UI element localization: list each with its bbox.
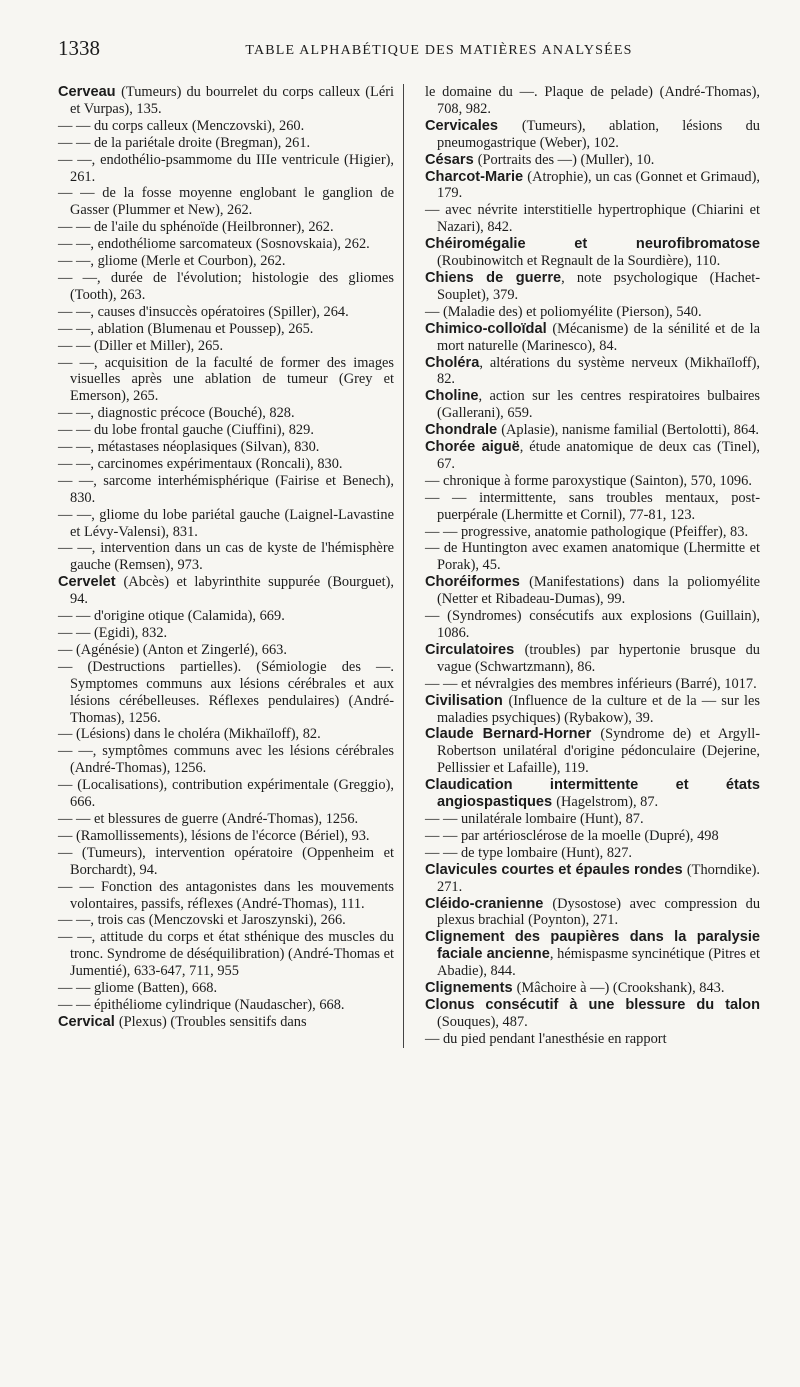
- index-entry: — —, endothéliome sarcomateux (Sosnovskaia), 262.: [58, 236, 370, 253]
- running-title: TABLE ALPHABÉTIQUE DES MATIÈRES ANALYSÉES: [245, 43, 633, 58]
- index-entry: — — de l'aile du sphénoïde (Heilbronner), 262.: [58, 219, 334, 236]
- index-entry: — — et névralgies des membres inférieurs (Barré), 1017.: [425, 675, 757, 692]
- index-entry: — (Syndromes) consécutifs aux explosions (Guillain), 1086.: [425, 608, 760, 641]
- index-entry: Cervelet (Abcès) et labyrinthite suppurée (Bourguet), 94.: [58, 574, 395, 608]
- index-entry: Clignements (Mâchoire à —) (Crookshank), 843.: [425, 980, 725, 997]
- index-entry: Chiens de guerre, note psychologique (Hachet-Souplet), 379.: [425, 269, 760, 303]
- index-entry: — (Tumeurs), intervention opératoire (Oppenheim et Borchardt), 94.: [58, 844, 394, 878]
- index-entry: — de Huntington avec examen anatomique (Lhermitte et Porak), 45.: [425, 540, 760, 574]
- index-entry: — — Fonction des antagonistes dans les mouvements volontaires, passifs, réflexes (André-Thomas), 111.: [58, 878, 394, 912]
- index-entry: Clavicules courtes et épaules rondes (Thorndike). 271.: [425, 861, 760, 895]
- index-entry: — —, trois cas (Menczovski et Jaroszynski), 266.: [58, 912, 346, 929]
- index-entry: Choline, action sur les centres respiratoires bulbaires (Gallerani), 659.: [425, 388, 760, 422]
- index-entry: Cervical (Plexus) (Troubles sensitifs dans: [58, 1013, 307, 1030]
- index-entry: — (Agénésie) (Anton et Zingerlé), 663.: [58, 641, 287, 658]
- index-entry: — —, durée de l'évolution; histologie des gliomes (Tooth), 263.: [58, 269, 394, 303]
- index-entry: Circulatoires (troubles) par hypertonie brusque du vague (Schwartzmann), 86.: [425, 641, 760, 675]
- index-entry: — —, gliome (Merle et Courbon), 262.: [58, 253, 286, 270]
- index-entry: Choréiformes (Manifestations) dans la poliomyélite (Netter et Ribadeau-Dumas), 99.: [425, 574, 760, 608]
- index-entry: — —, intervention dans un cas de kyste de l'hémisphère gauche (Remsen), 973.: [58, 540, 394, 574]
- index-entry: Cerveau (Tumeurs) du bourrelet du corps calleux (Léri et Vurpas), 135.: [58, 84, 394, 117]
- index-entry: Césars (Portraits des —) (Muller), 10.: [425, 151, 655, 168]
- index-entry: — — de type lombaire (Hunt), 827.: [425, 844, 633, 861]
- index-entry: Choléra, altérations du système nerveux (Mikhaïloff), 82.: [425, 354, 760, 388]
- page-header: [58, 36, 760, 70]
- index-entry: — —, acquisition de la faculté de former des images visuelles après une ablation de tumeur (Grey et Emerson), 265.: [58, 354, 394, 405]
- index-entry: Chimico-colloïdal (Mécanisme) de la sénilité et de la mort naturelle (Marinesco), 84.: [425, 320, 760, 354]
- index-entry: — —, ablation (Blumenau et Poussep), 265.: [58, 320, 314, 337]
- index-entry: — —, métastases néoplasiques (Silvan), 830.: [58, 439, 320, 456]
- index-entry: Clignement des paupières dans la paralysie faciale ancienne, hémispasme syncinétique (Pitres et Abadie), 844.: [425, 929, 760, 980]
- index-entry: — — gliome (Batten), 668.: [58, 980, 218, 997]
- index-columns: [58, 84, 760, 1048]
- index-entry: — — intermittente, sans troubles mentaux, post-puerpérale (Lhermitte et Cornil), 77-81, 123.: [425, 489, 760, 523]
- index-entry: — (Maladie des) et poliomyélite (Pierson), 540.: [425, 303, 702, 320]
- index-entry: — —, attitude du corps et état sthénique des muscles du tronc. Syndrome de déséquilibration) (André-Thomas et Jumentié), 633-647, 711, 955: [58, 929, 394, 980]
- index-entry: — — de la fosse moyenne englobant le ganglion de Gasser (Plummer et New), 262.: [58, 185, 394, 219]
- index-entry: Civilisation (Influence de la culture et de la — sur les maladies psychiques) (Rybakow), 39.: [425, 692, 761, 726]
- index-entry: Cléido-cranienne (Dysostose) avec compression du plexus brachial (Poynton), 271.: [425, 895, 761, 929]
- index-entry: — —, diagnostic précoce (Bouché), 828.: [58, 405, 295, 422]
- index-entry: Claude Bernard-Horner (Syndrome de) et Argyll-Robertson unilatéral d'origine pédonculaire (Dejerine, Pellissier et Lafaille), 119.: [425, 726, 760, 777]
- index-entry: Charcot-Marie (Atrophie), un cas (Gonnet et Grimaud), 179.: [425, 168, 760, 202]
- index-entry: — (Localisations), contribution expérimentale (Greggio), 666.: [58, 777, 394, 811]
- index-entry: — chronique à forme paroxystique (Sainton), 570, 1096.: [425, 472, 752, 489]
- index-entry: — — par artériosclérose de la moelle (Dupré), 498: [425, 827, 719, 844]
- index-entry: Chondrale (Aplasie), nanisme familial (Bertolotti), 864.: [425, 422, 759, 439]
- index-entry: Cervicales (Tumeurs), ablation, lésions du pneumogastrique (Weber), 102.: [425, 117, 760, 151]
- index-entry: — —, sarcome interhémisphérique (Fairise et Benech), 830.: [58, 472, 394, 506]
- left-column: [58, 84, 404, 1048]
- index-entry: — —, symptômes communs avec les lésions cérébrales (André-Thomas), 1256.: [58, 743, 394, 777]
- index-entry: — —, carcinomes expérimentaux (Roncali), 830.: [58, 455, 343, 472]
- index-entry: — — du lobe frontal gauche (Ciuffini), 829.: [58, 422, 314, 439]
- index-entry: — — et blessures de guerre (André-Thomas), 1256.: [58, 810, 359, 827]
- index-entry: — — épithéliome cylindrique (Naudascher), 668.: [58, 996, 345, 1013]
- index-entry: — (Lésions) dans le choléra (Mikhaïloff), 82.: [58, 726, 321, 743]
- index-entry: — — (Egidi), 832.: [58, 625, 168, 641]
- index-entry: — — (Diller et Miller), 265.: [58, 337, 224, 354]
- index-entry: — —, gliome du lobe pariétal gauche (Laignel-Lavastine et Lévy-Valensi), 831.: [58, 506, 394, 540]
- index-entry: — — unilatérale lombaire (Hunt), 87.: [425, 810, 644, 827]
- index-entry: — du pied pendant l'anesthésie en rapport: [425, 1030, 667, 1047]
- index-entry: Claudication intermittente et états angiospastiques (Hagelstrom), 87.: [425, 777, 760, 811]
- index-entry: — —, endothélio-psammome du IIIe ventricule (Higier), 261.: [58, 151, 394, 185]
- index-entry: — avec névrite interstitielle hypertrophique (Chiarini et Nazari), 842.: [425, 202, 760, 236]
- index-entry: — — progressive, anatomie pathologique (Pfeiffer), 83.: [425, 523, 749, 540]
- index-entry: — — du corps calleux (Menczovski), 260.: [58, 117, 305, 134]
- index-entry: le domaine du —. Plaque de pelade) (André-Thomas), 708, 982.: [425, 84, 760, 117]
- index-entry: — (Ramollissements), lésions de l'écorce (Bériel), 93.: [58, 827, 370, 844]
- page-number: 1338: [58, 36, 100, 60]
- index-entry: — —, causes d'insuccès opératoires (Spiller), 264.: [58, 303, 349, 320]
- index-entry: — (Destructions partielles). (Sémiologie des —. Symptomes communs aux lésions cérébrales et aux lésions cérébelleuses. Réflexes pendulaires) (André-Thomas), 1256.: [58, 658, 394, 726]
- index-entry: Chorée aiguë, étude anatomique de deux cas (Tinel), 67.: [425, 439, 760, 472]
- index-entry: Chéiromégalie et neurofibromatose (Roubinowitch et Regnault de la Sourdière), 110.: [425, 236, 760, 270]
- index-entry: — — d'origine otique (Calamida), 669.: [58, 608, 285, 625]
- index-entry: Clonus consécutif à une blessure du talon (Souques), 487.: [425, 996, 760, 1030]
- right-column: [425, 84, 760, 1048]
- index-entry: — — de la pariétale droite (Bregman), 261.: [58, 134, 311, 151]
